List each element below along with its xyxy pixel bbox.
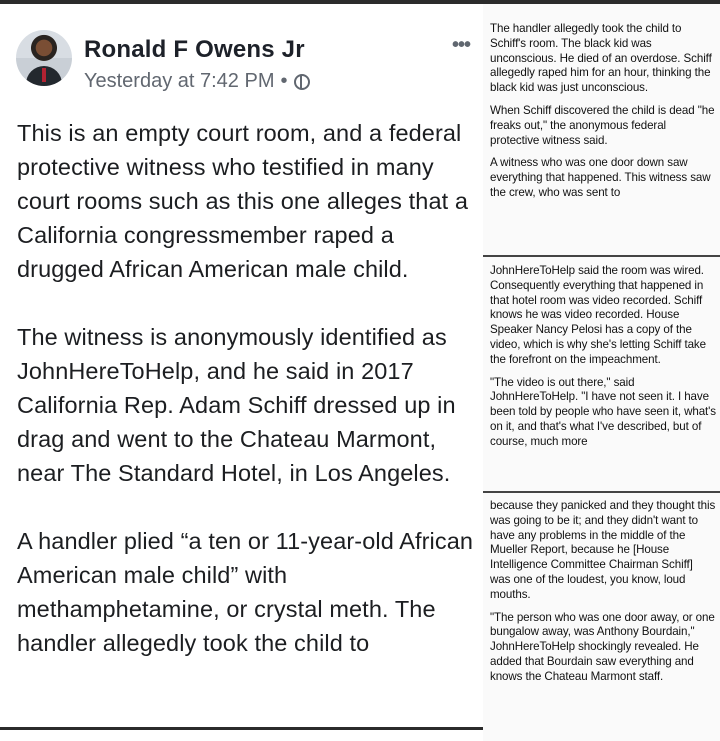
article-clip — [490, 499, 716, 685]
clip-paragraph: The handler allegedly took the child to Schiff's room. The black kid was unconscious. He died of an overdose. Schiff allegedly raped him for an hour, thinking the black kid was just unconscious. — [490, 22, 712, 95]
article-clip — [490, 22, 716, 201]
globe-icon[interactable] — [294, 74, 310, 90]
post-paragraph: A handler plied “a ten or 11-year-old African American male child” with methamphetamine, or crystal meth. The handler allegedly took the child to — [17, 528, 474, 656]
post-paragraph: This is an empty court room, and a federal protective witness who testified in many court rooms such as this one alleges that a California congressmember raped a drugged African American male child. — [17, 120, 469, 282]
article-clippings — [483, 4, 720, 741]
post-paragraph: The witness is anonymously identified as JohnHereToHelp, and he said in 2017 California Rep. Adam Schiff dressed up in drag and went to the Chateau Marmont, near The Standard Hotel, in Los Angeles. — [17, 324, 456, 486]
more-options-icon[interactable]: ••• — [452, 34, 471, 56]
clip-paragraph: "The person who was one door away, or one bungalow away, was Anthony Bourdain," JohnHereToHelp shockingly revealed. He added that Bourdain saw everything and knows the Chateau Marmont staff. — [490, 610, 715, 683]
post-timestamp[interactable]: Yesterday at 7:42 PM — [84, 70, 275, 92]
avatar[interactable] — [16, 30, 72, 86]
clip-divider — [483, 491, 720, 493]
meta-separator: • — [280, 70, 288, 92]
clip-paragraph: JohnHereToHelp said the room was wired. Consequently everything that happened in that hotel room was video recorded. Schiff knows he was video recorded. House Speaker Nancy Pelosi has a copy of the video, which is why she's letting Schiff take the forefront on the impeachment. — [490, 264, 706, 366]
avatar-tie — [42, 68, 46, 82]
bottom-divider — [0, 727, 483, 730]
article-clip — [490, 264, 716, 450]
clip-paragraph: A witness who was one door down saw everything that happened. This witness saw the crew, who was sent to — [490, 156, 711, 199]
facebook-post — [0, 4, 483, 741]
post-body — [17, 116, 487, 660]
clip-paragraph: because they panicked and they thought this was going to be it; and they didn't want to have any problems in the middle of the Mueller Report, because he [House Intelligence Committee Chairman Schiff] was one of the loudest, you know, loud mouths. — [490, 499, 716, 601]
post-meta — [84, 70, 310, 93]
clip-divider — [483, 255, 720, 257]
clip-paragraph: When Schiff discovered the child is dead "he freaks out," the anonymous federal protective witness said. — [490, 103, 715, 147]
author-name[interactable]: Ronald F Owens Jr — [84, 36, 305, 63]
clip-paragraph: "The video is out there," said JohnHereToHelp. "I have not seen it. I have been told by people who have seen it, what's on it, and that's what I've described, but of course, much more — [490, 375, 716, 448]
